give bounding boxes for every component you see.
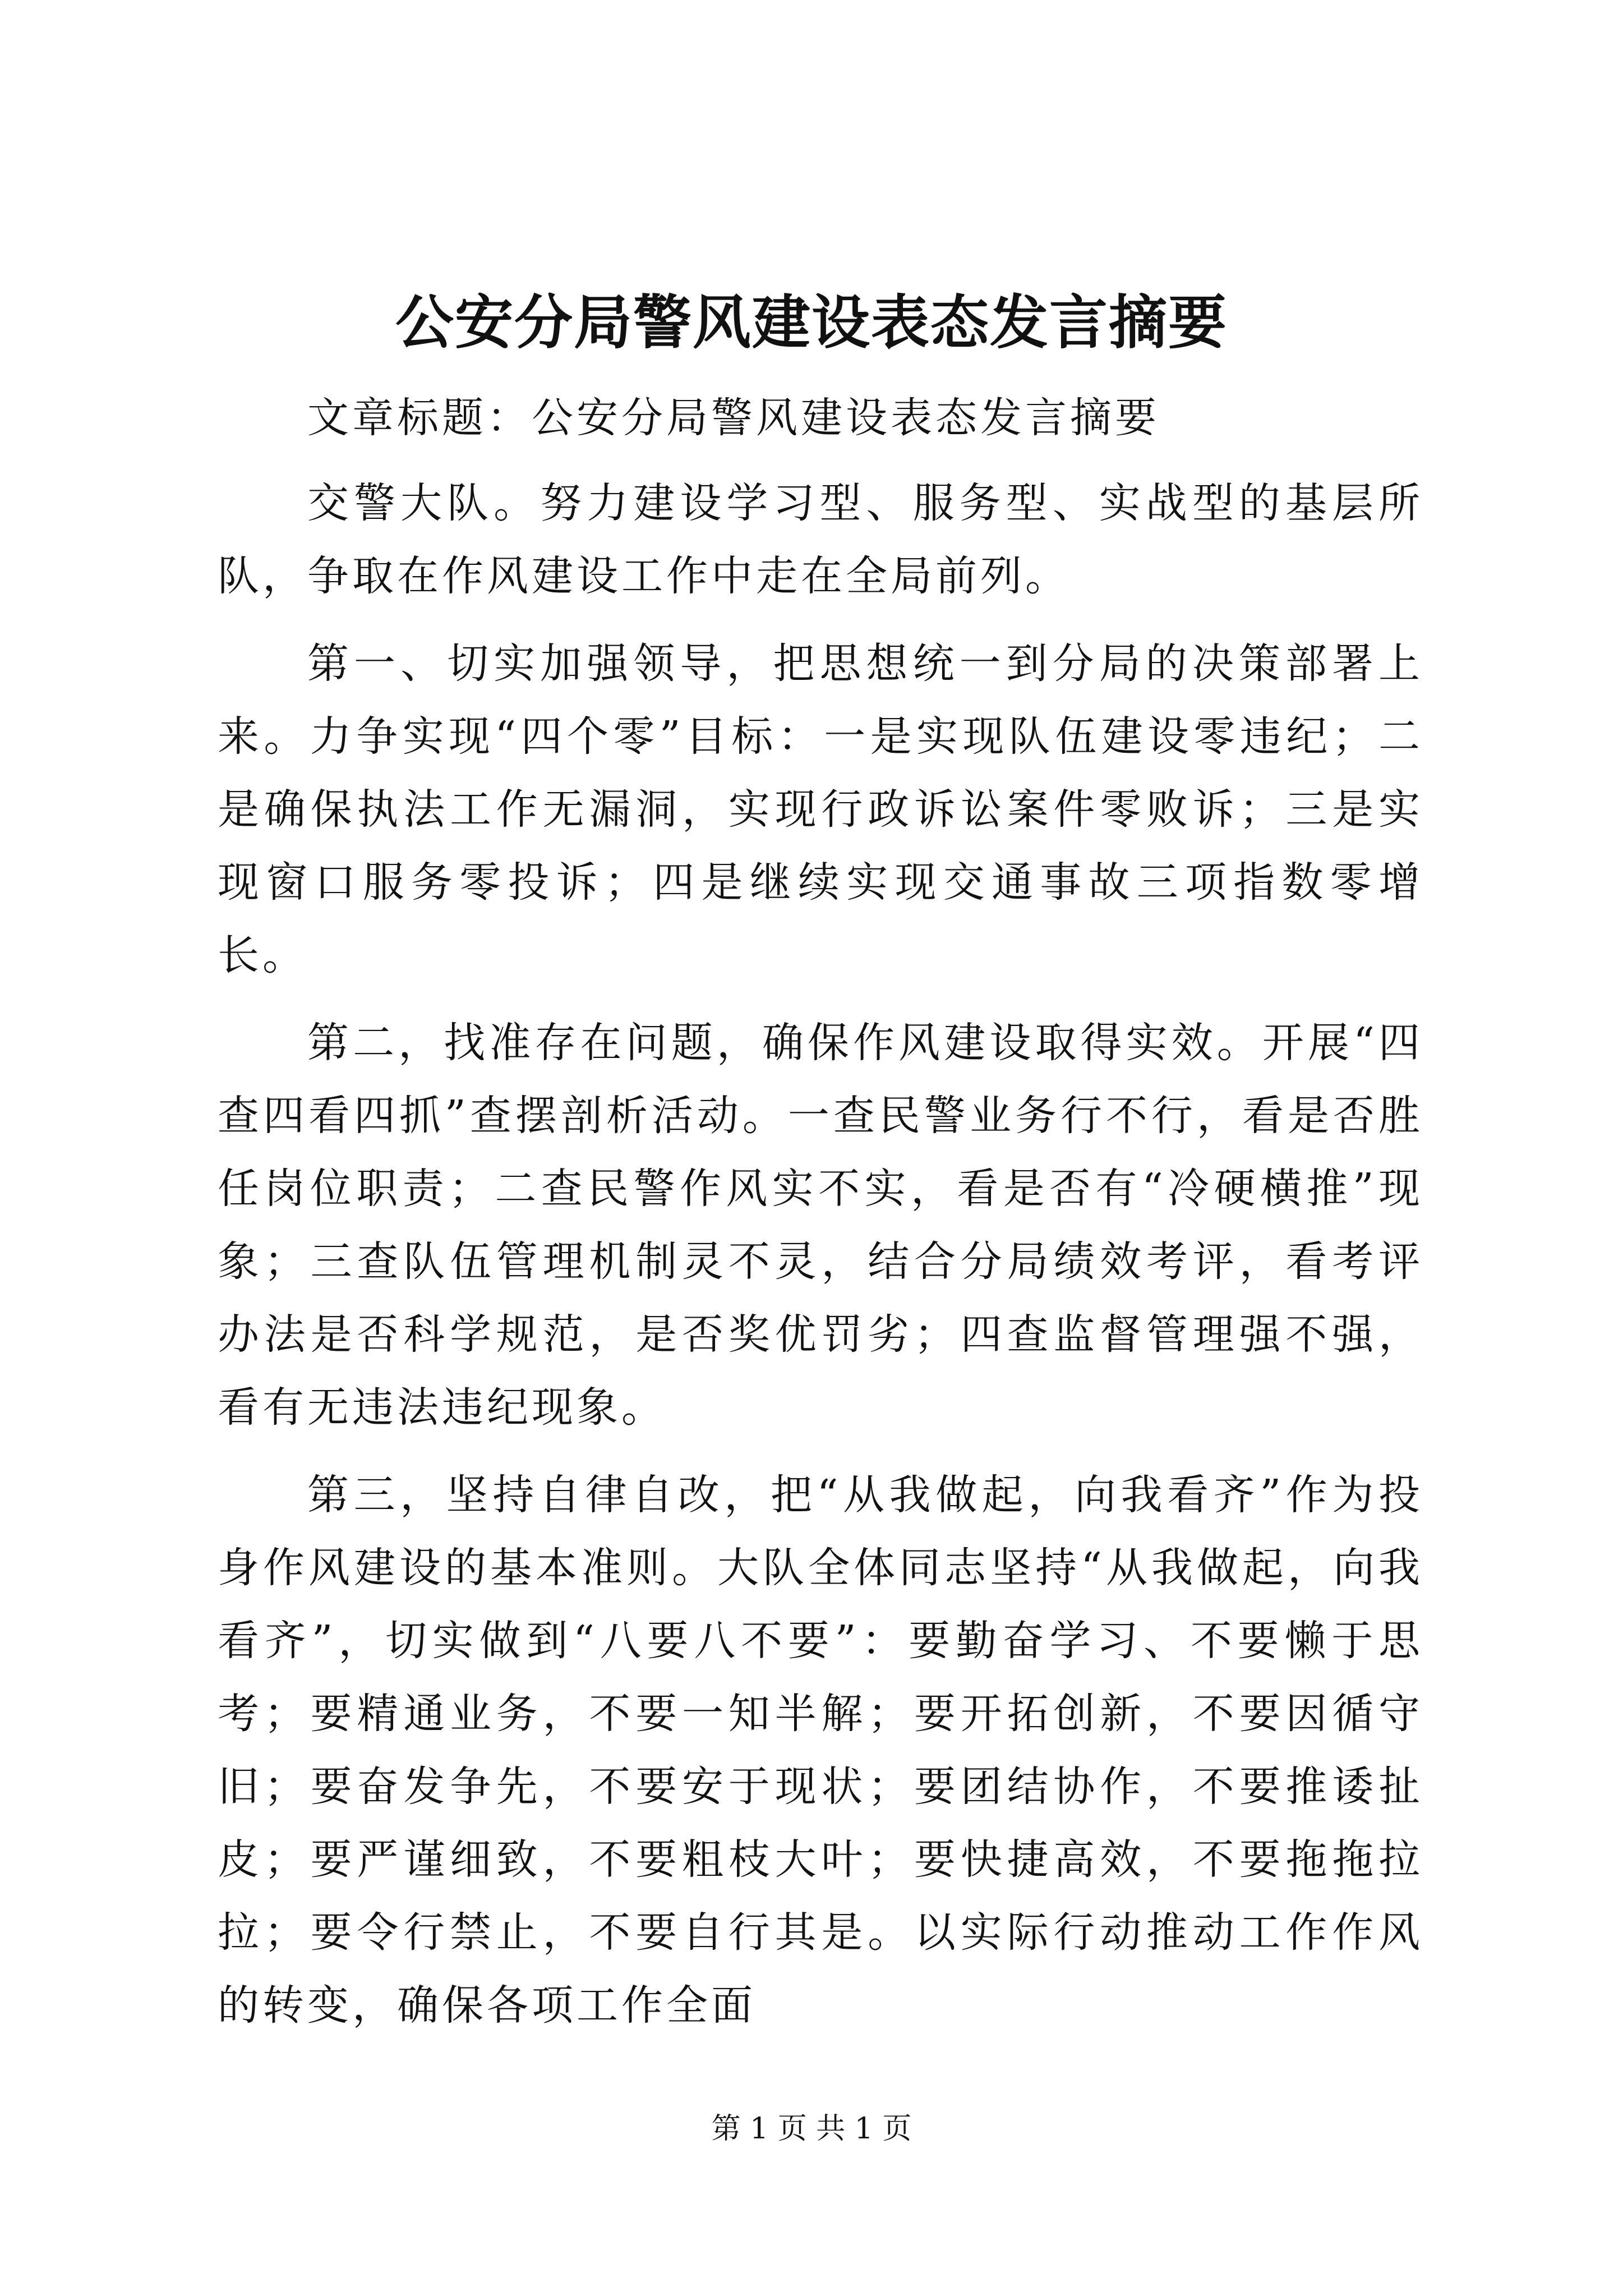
document-title: 公安分局警风建设表态发言摘要: [395, 288, 1228, 357]
paragraph-third: 第三，坚持自律自改，把“从我做起，向我看齐”作为投身作风建设的基本准则。大队全体同志坚持“从我做起，向我看齐”，切实做到“八要八不要”：要勤奋学习、不要懒于思考；要精通业务，不要一知半解；要开拓创新，不要因循守旧；要奋发争先，不要安于现状；要团结协作，不要推诿扯皮；要严谨细致，不要粗枝大叶；要快捷高效，不要拖拖拉拉；要令行禁止，不要自行其是。以实际行动推动工作作风的转变，确保各项工作全面: [218, 1471, 1423, 2030]
page-footer: 第 1 页 共 1 页: [711, 2112, 912, 2146]
paragraph-first: 第一、切实加强领导，把思想统一到分局的决策部署上来。力争实现“四个零”目标：一是实现队伍建设零违纪；二是确保执法工作无漏洞，实现行政诉讼案件零败诉；三是实现窗口服务零投诉；四是继续实现交通事故三项指数零增长。: [218, 639, 1423, 979]
document-body: [218, 381, 1423, 2056]
paragraph-intro: 交警大队。努力建设学习型、服务型、实战型的基层所队，争取在作风建设工作中走在全局前列。: [218, 479, 1423, 600]
paragraph-article-title: 文章标题：公安分局警风建设表态发言摘要: [307, 394, 1160, 442]
paragraph-second: 第二，找准存在问题，确保作风建设取得实效。开展“四查四看四抓”查摆剖析活动。一查民警业务行不行，看是否胜任岗位职责；二查民警作风实不实，看是否有“冷硬横推”现象；三查队伍管理机制灵不灵，结合分局绩效考评，看考评办法是否科学规范，是否奖优罚劣；四查监督管理强不强，看有无违法违纪现象。: [218, 1019, 1423, 1432]
